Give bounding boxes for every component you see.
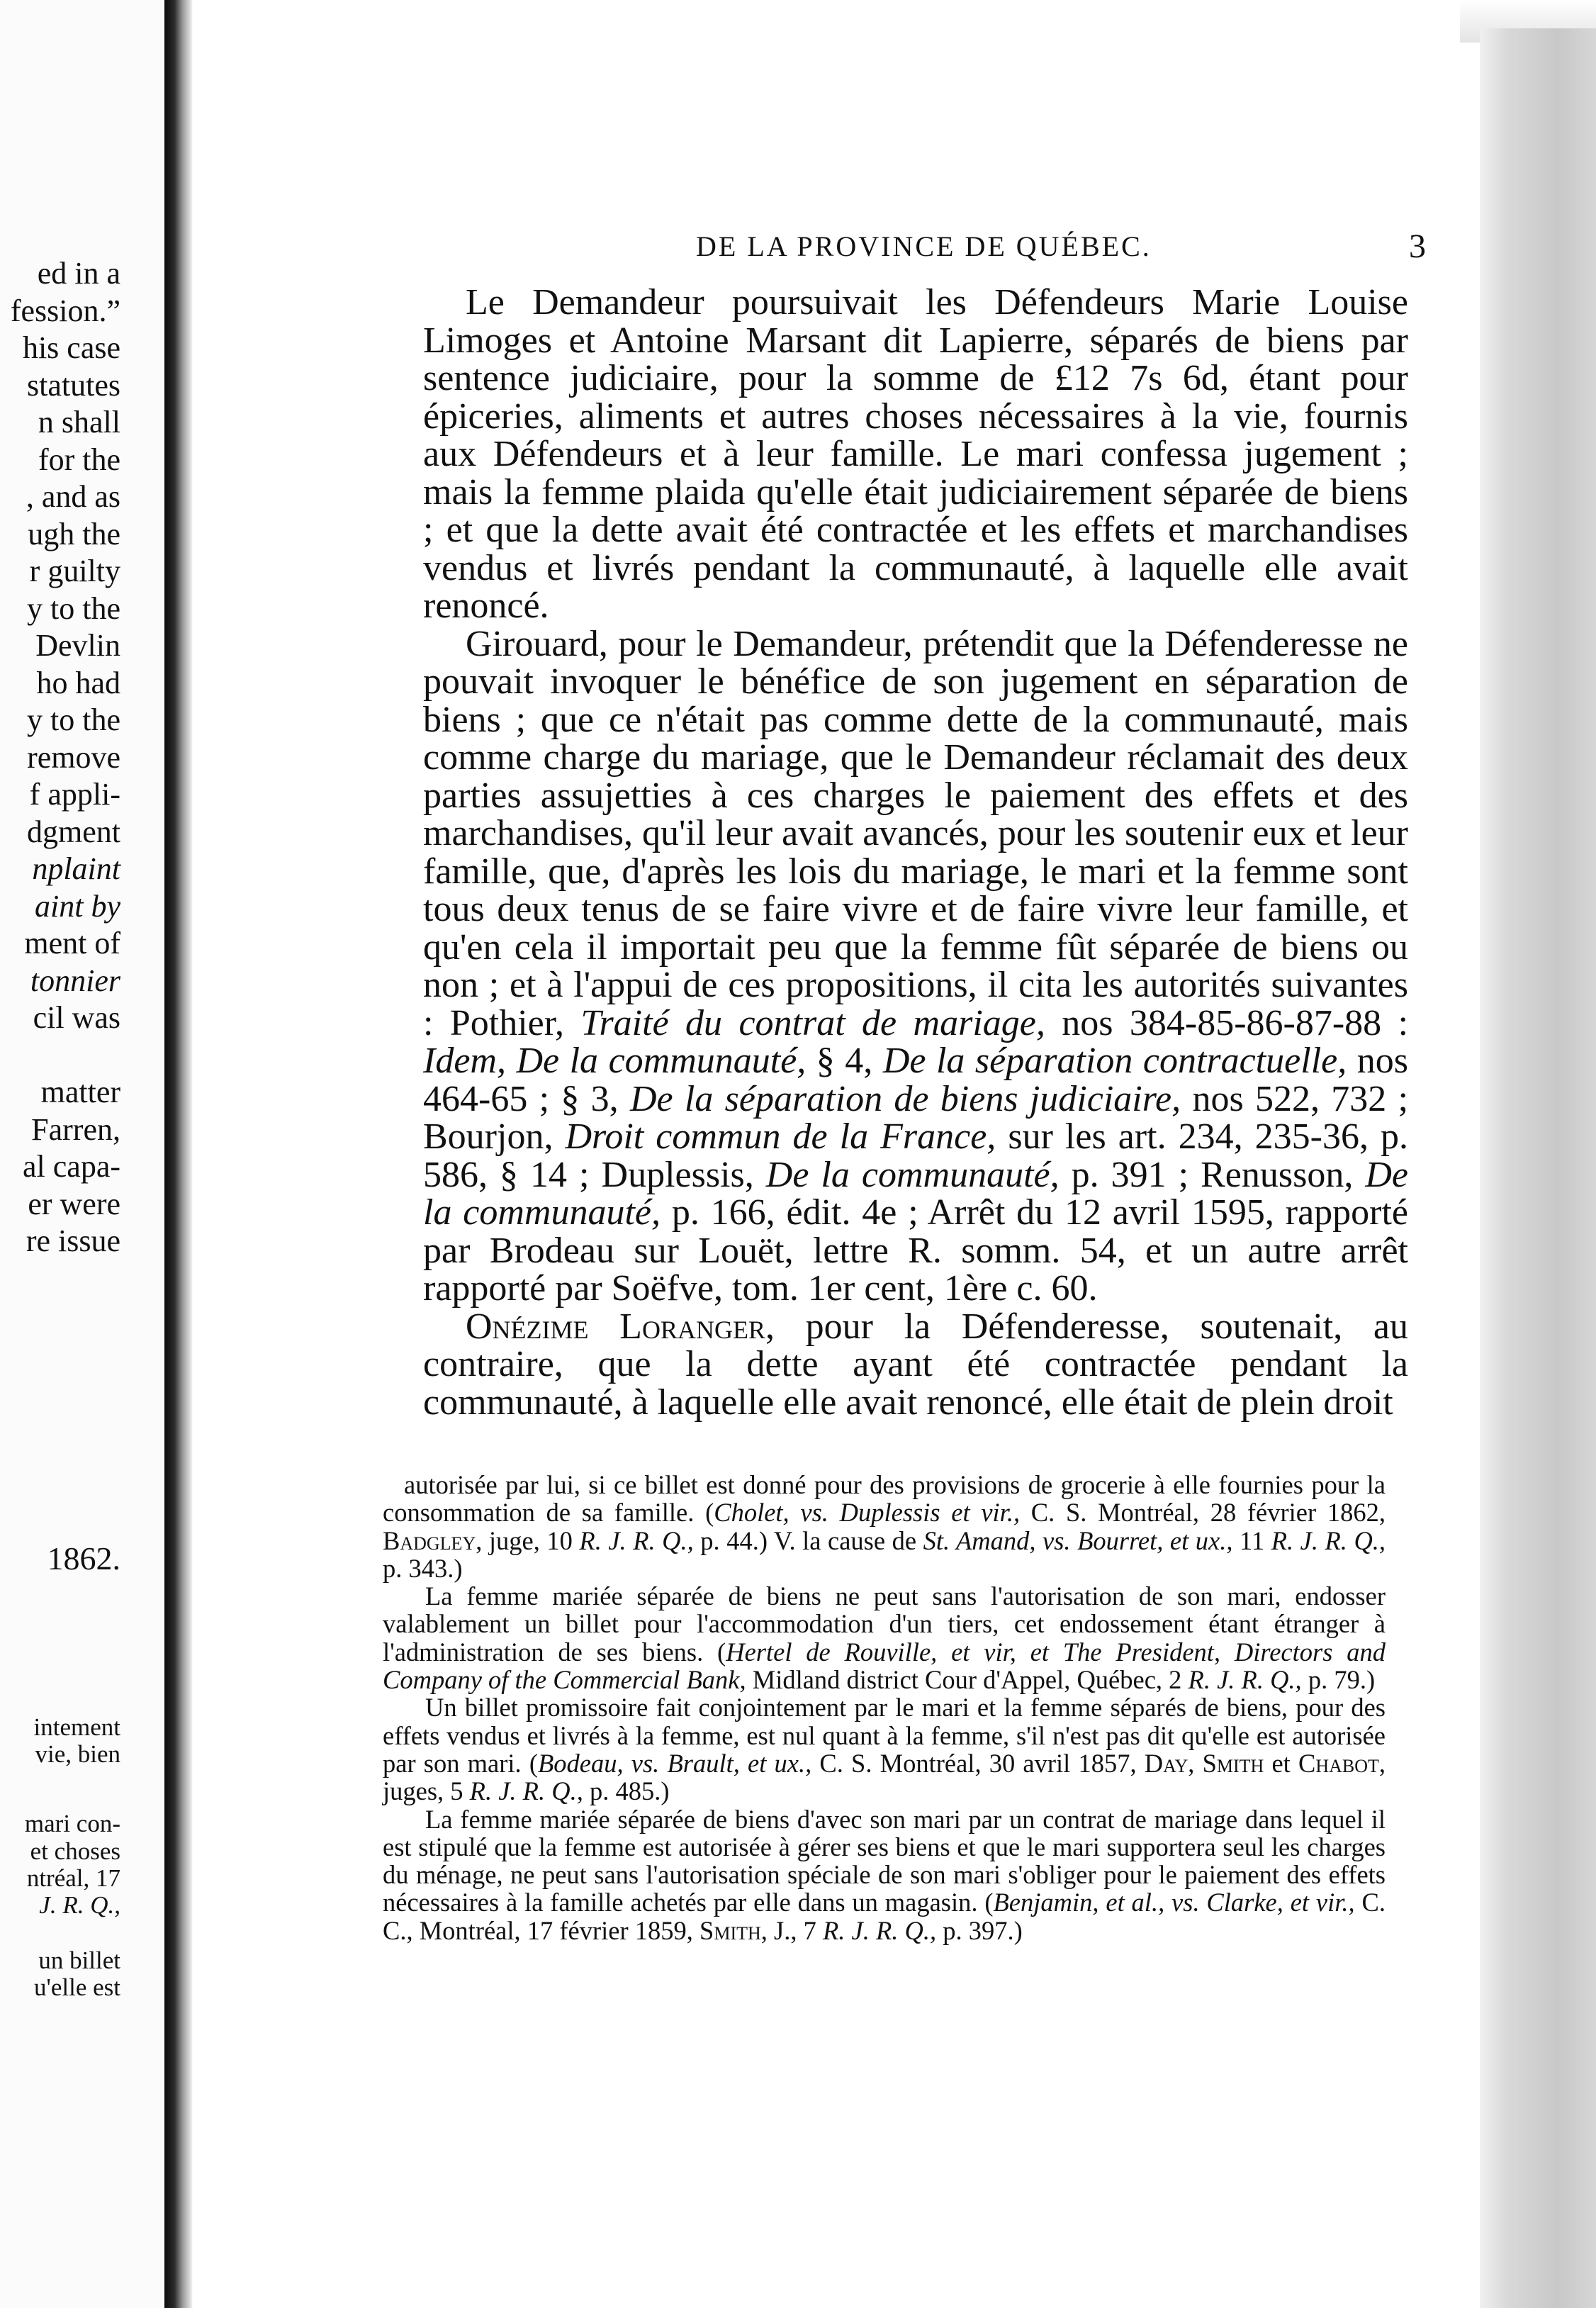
left-line: his case (22, 330, 120, 365)
left-footnote-line: J. R. Q., (39, 1890, 120, 1919)
left-line (11, 1037, 120, 1075)
left-line: ment of (24, 926, 120, 960)
left-line: ho had (36, 665, 120, 700)
left-line: f appli- (29, 777, 120, 812)
running-head-title: DE LA PROVINCE DE QUÉBEC. (696, 230, 1152, 262)
footnotes (383, 1471, 1386, 1944)
left-footnote-line: vie, bien (35, 1740, 120, 1769)
left-line: Devlin (35, 628, 120, 663)
left-line: for the (38, 442, 120, 477)
paragraph: Girouard, pour le Demandeur, prétendit que la Défenderesse ne pouvait invoquer le bénéfice de son jugement en séparation de biens ; que ce n'était pas comme dette de la communauté, mais comme charge du mariage, que le Demandeur réclamait des deux parties assujetties à ces charges le paiement des effets et des marchandises, qu'il leur avait avancés, pour les soutenir eux et leur famille, que, d'après les lois du mariage, le mari et la femme sont tous deux tenus de se faire vivre et de faire vivre leur famille, et qu'en cela il importait peu que la femme fût séparée de biens ou non ; et à l'appui de ces propositions, il cita les autorités suivantes : Pothier, Traité du contrat de mariage, nos 384-85-86-87-88 : Idem, De la communauté, § 4, De la séparation contractuelle, nos 464-65 ; § 3, De la séparation de biens judiciaire, nos 522, 732 ; Bourjon, Droit commun de la France, sur les art. 234, 235-36, p. 586, § 14 ; Duplessis, De la communauté, p. 391 ; Renusson, De la communauté, p. 166, édit. 4e ; Arrêt du 12 avril 1595, rapporté par Brodeau sur Louët, lettre R. somm. 54, et un autre arrêt rapporté par Soëfve, tom. 1er cent, 1ère c. 60. (423, 623, 1409, 1309)
left-line: r guilty (29, 554, 120, 588)
left-line: re issue (26, 1223, 120, 1258)
left-line: tonnier (30, 963, 120, 998)
left-page-text (11, 255, 120, 1260)
left-footnote-line: un billet (38, 1946, 120, 1975)
left-line: y to the (27, 590, 120, 626)
left-line: ed in a (37, 256, 120, 291)
left-line: matter (40, 1075, 120, 1109)
left-page-fragment (0, 0, 164, 2308)
left-line: , and as (26, 479, 120, 514)
left-line: Farren, (31, 1111, 120, 1147)
book-page-edges (1480, 28, 1596, 2308)
footnote: La femme mariée séparée de biens ne peut sans l'autorisation de son mari, endosser valablement un billet pour l'accommodation d'un tiers, cet endossement étant étranger à l'administration de ses biens. (Hertel de Rouville, et vir, et The President, Directors and Company of the Commercial Bank, Midland district Cour d'Appel, Québec, 2 R. J. R. Q., p. 79.) (383, 1581, 1386, 1695)
paragraph: Onézime Loranger, pour la Défenderesse, soutenait, au contraire, que la dette ayant été contractée pendant la communauté, à laquelle elle avait renoncé, elle était de plein droit (423, 1306, 1408, 1423)
book-page (193, 0, 1480, 2308)
left-line: y to the (27, 702, 120, 737)
left-line: er were (28, 1186, 120, 1221)
left-line: statutes (27, 367, 120, 403)
left-footnote-line: ntréal, 17 (26, 1864, 120, 1892)
left-line: remove (27, 739, 120, 775)
footnote: La femme mariée séparée de biens d'avec son mari par un contrat de mariage dans lequel il est stipulé que la femme est autorisée à gérer ses biens et que le mari supportera seul les charges du ménage, ne peut sans l'autorisation spéciale de son mari s'obliger pour le paiement des effets nécessaires à la famille achetés par elle dans un magasin. (Benjamin, et al., vs. Clarke, et vir., C. C., Montréal, 17 février 1859, Smith, J., 7 R. J. R. Q., p. 397.) (383, 1804, 1386, 1945)
left-line: nplaint (32, 851, 120, 886)
left-footnote-line: mari con- (24, 1810, 120, 1838)
left-page-year: 1862. (47, 1540, 120, 1576)
left-footnote-line: u'elle est (34, 1973, 120, 2002)
left-page-footnotes (25, 1714, 120, 2002)
left-footnote-line: intement (33, 1713, 120, 1741)
page-number: 3 (1409, 228, 1426, 265)
left-line: al capa- (23, 1149, 120, 1184)
left-footnote-line: et choses (30, 1837, 120, 1865)
left-line: ugh the (28, 516, 120, 551)
footnote: Un billet promissoire fait conjointement par le mari et la femme séparés de biens, pour des effets vendus et livrés à la femme, est nul quant à la femme, s'il n'est pas dit qu'elle est autorisée par son mari. (Bodeau, vs. Brault, et ux., C. S. Montréal, 30 avril 1857, Day, Smith et Chabot, juges, 5 R. J. R. Q., p. 485.) (383, 1693, 1386, 1806)
book-gutter (164, 0, 193, 2308)
running-head (427, 225, 1426, 268)
left-line: aint by (35, 888, 120, 924)
left-line: cil was (33, 1000, 120, 1035)
paragraph: Le Demandeur poursuivait les Défendeurs Marie Louise Limoges et Antoine Marsant dit Lapierre, séparés de biens par sentence judiciaire, pour la somme de £12 7s 6d, étant pour épiceries, aliments et autres choses nécessaires à la vie, fournis aux Défendeurs et à leur famille. Le mari confessa jugement ; mais la femme plaida qu'elle était judiciairement séparée de biens ; et que la dette avait été contractée et les effets et marchandises vendus et livrés pendant la communauté, à laquelle elle avait renoncé. (423, 282, 1408, 626)
body-text (423, 284, 1408, 1421)
footnote: autorisée par lui, si ce billet est donné pour des provisions de grocerie à elle fournies pour la consommation de sa famille. (Cholet, vs. Duplessis et vir., C. S. Montréal, 28 février 1862, Badgley, juge, 10 R. J. R. Q., p. 44.) V. la cause de St. Amand, vs. Bourret, et ux., 11 R. J. R. Q., p. 343.) (383, 1470, 1386, 1583)
left-line: n shall (38, 405, 120, 439)
left-line: fession.” (10, 293, 120, 328)
left-line: dgment (27, 814, 120, 849)
